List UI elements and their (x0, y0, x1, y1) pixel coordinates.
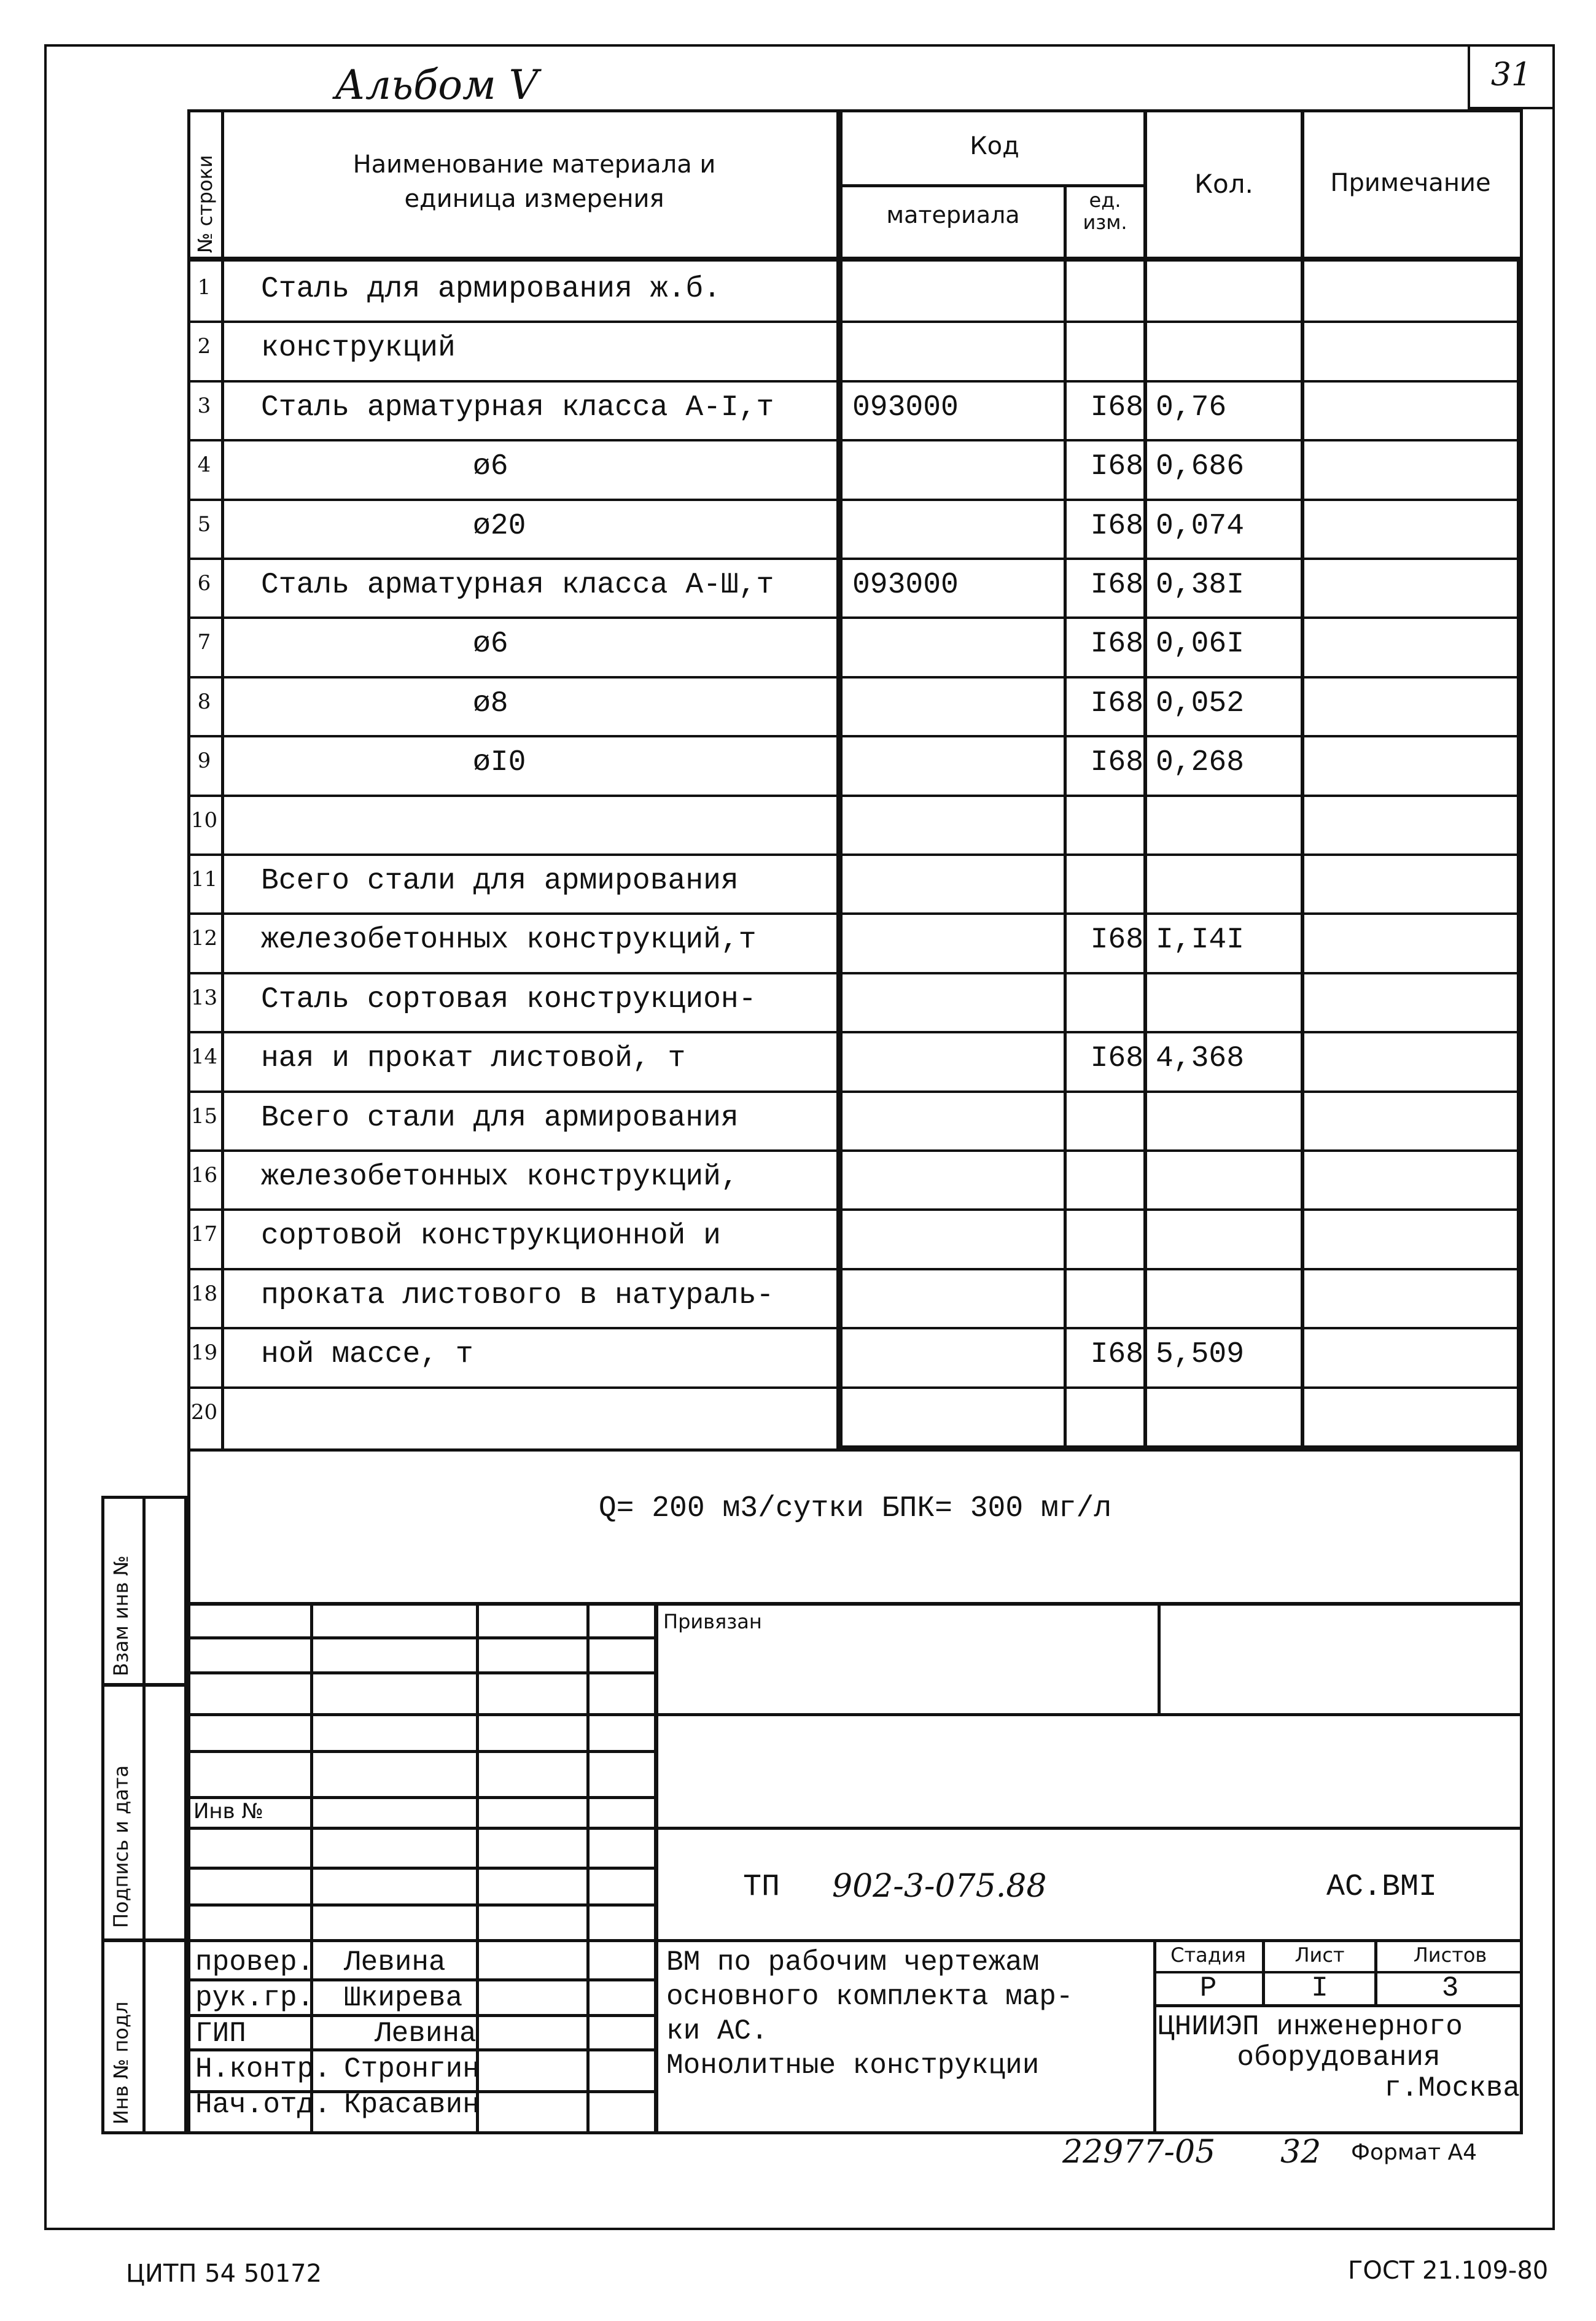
header-qty: Кол. (1194, 169, 1253, 199)
stamp-stage-label: Стадия (1170, 1943, 1246, 1967)
stamp-stage: Р (1199, 1972, 1217, 2004)
row-rule (187, 972, 1520, 974)
col-line-name (836, 109, 843, 1452)
side-label-inv: Инв № подл (109, 2001, 133, 2125)
row-number: 7 (197, 630, 211, 655)
header-code-material: материала (886, 201, 1020, 228)
formula-text: Q= 200 м3/сутки БПК= 300 мг/л (598, 1492, 1112, 1525)
row-material-name: ø8 (473, 687, 508, 720)
row-quantity: 0,686 (1156, 450, 1245, 483)
album-title: Альбом V (335, 61, 539, 109)
row-number: 18 (190, 1281, 218, 1306)
stamp-inv-no: Инв № (193, 1799, 263, 1824)
row-unit-code: I68 (1090, 391, 1143, 424)
row-number: 4 (197, 453, 211, 477)
row-rule (187, 676, 1520, 678)
stamp-privyazan: Привязан (663, 1610, 762, 1633)
row-number: 2 (197, 334, 211, 359)
col-line-rowno (221, 109, 224, 1452)
stamp-title-line: Монолитные конструкции (666, 2050, 1040, 2082)
header-note: Примечание (1330, 169, 1491, 197)
stamp-h2 (187, 1671, 657, 1674)
stamp-sheets: 3 (1441, 1972, 1459, 2004)
stamp-title (666, 1945, 1073, 2083)
col-line-unit (1143, 109, 1147, 1452)
row-number: 9 (197, 748, 211, 773)
row-material-name: Сталь арматурная класса А-Ш,т (261, 569, 774, 602)
row-material-name: проката листового в натураль- (261, 1279, 774, 1312)
row-number: 13 (190, 986, 218, 1010)
row-rule (187, 1268, 1520, 1270)
signer-role: Нач.отд. (195, 2089, 331, 2121)
row-material-name: Всего стали для армирования (261, 1102, 739, 1135)
row-number: 16 (190, 1163, 218, 1188)
row-unit-code: I68 (1090, 628, 1143, 661)
code-split-rule (836, 184, 1146, 187)
row-material-name: ная и прокат листовой, т (261, 1042, 686, 1075)
signer-name: Шкирева (344, 1982, 463, 2014)
row-rule (187, 1031, 1520, 1033)
row-number: 20 (190, 1400, 218, 1425)
stamp-sheet-code: АС.BMI (1326, 1870, 1438, 1905)
stamp-stage-h2 (1153, 2004, 1523, 2007)
row-rule (187, 499, 1520, 501)
row-material-code: 093000 (852, 569, 959, 602)
row-quantity: 0,074 (1156, 510, 1245, 543)
footer-left: ЦИТП 54 50172 (126, 2260, 322, 2288)
archive-page: 32 (1280, 2134, 1322, 2171)
stamp-privyazan-split (1158, 1603, 1161, 1713)
signer-role: рук.гр. (195, 1982, 314, 2014)
row-number: 17 (190, 1222, 218, 1246)
row-quantity: 0,38I (1156, 569, 1245, 602)
row-quantity: I,I4I (1156, 923, 1245, 957)
stamp-h4 (187, 1750, 657, 1753)
row-unit-code: I68 (1090, 510, 1143, 543)
row-number: 10 (190, 808, 218, 833)
row-rule (187, 616, 1520, 619)
row-number: 15 (190, 1104, 218, 1129)
row-quantity: 4,368 (1156, 1042, 1245, 1075)
row-quantity: 0,052 (1156, 687, 1245, 720)
signer-name: Красавин (344, 2089, 480, 2121)
signer-name: Левина (344, 1946, 446, 1978)
row-rule (187, 912, 1520, 915)
row-number: 5 (197, 512, 211, 537)
stamp-title-line: ки АС. (666, 2015, 768, 2047)
row-rule (187, 1327, 1520, 1329)
row-number: 1 (197, 275, 211, 300)
data-bottom-border (836, 1445, 1523, 1452)
row-material-name: Сталь арматурная класса А-I,т (261, 391, 774, 424)
row-material-name: Сталь сортовая конструкцион- (261, 983, 757, 1016)
row-material-name: ø6 (473, 450, 508, 483)
archive-number: 22977-05 (1062, 2134, 1216, 2171)
row-quantity: 0,06I (1156, 628, 1245, 661)
stamp-doc-prefix: ТП (743, 1870, 780, 1905)
stamp-h3 (187, 1713, 1523, 1716)
row-material-name: Сталь для армирования ж.б. (261, 273, 721, 306)
row-rule (187, 558, 1520, 560)
stamp-h11 (187, 2014, 657, 2017)
row-number: 6 (197, 571, 211, 596)
header-name: Наименование материала и единица измерения (352, 150, 716, 213)
row-number: 8 (197, 690, 211, 714)
row-rule (187, 853, 1520, 856)
footer-right: ГОСТ 21.109-80 (1348, 2257, 1549, 2285)
side-label-vzam: Взам инв № (109, 1555, 133, 1676)
signer-role: Н.контр. (195, 2053, 331, 2085)
stamp-sheet: I (1311, 1972, 1328, 2004)
col-line-mat (1064, 184, 1067, 1452)
stamp-sheet-label: Лист (1294, 1943, 1345, 1967)
col-line-qty (1301, 109, 1304, 1452)
row-number: 11 (190, 867, 218, 892)
row-rule (187, 380, 1520, 383)
row-number: 19 (190, 1340, 218, 1365)
stamp-title-split (1153, 1939, 1156, 2134)
stamp-org-line: ЦНИИЭП инженерного (1158, 2011, 1463, 2043)
row-rule (187, 1386, 1520, 1389)
row-rule (187, 1091, 1520, 1093)
side-label-podpis: Подпись и дата (109, 1765, 133, 1928)
row-unit-code: I68 (1090, 1042, 1143, 1075)
row-rule (187, 1149, 1520, 1152)
stamp-h6 (187, 1827, 1523, 1830)
stamp-org-line: оборудования (1237, 2042, 1441, 2074)
header-rule (187, 257, 1523, 262)
signer-role: ГИП (195, 2018, 246, 2050)
row-unit-code: I68 (1090, 450, 1143, 483)
row-material-name: железобетонных конструкций,т (261, 923, 757, 957)
stamp-organization (1158, 2012, 1520, 2104)
row-material-name: ø20 (473, 510, 526, 543)
stamp-h8 (187, 1903, 657, 1907)
row-number: 14 (190, 1044, 218, 1069)
row-rule (187, 795, 1520, 797)
stamp-h9 (187, 1939, 1523, 1942)
row-number: 12 (190, 926, 218, 951)
signer-name: Стронгин (344, 2053, 480, 2085)
row-unit-code: I68 (1090, 923, 1143, 957)
stamp-title-line: ВМ по рабочим чертежам (666, 1946, 1040, 1978)
header-row-no: № строки (193, 155, 217, 253)
row-material-name: железобетонных конструкций, (261, 1160, 739, 1194)
stamp-h7 (187, 1867, 657, 1870)
row-material-name: ø6 (473, 628, 508, 661)
row-unit-code: I68 (1090, 687, 1143, 720)
header-code: Код (970, 132, 1019, 160)
signer-role: провер. (195, 1946, 314, 1978)
row-unit-code: I68 (1090, 746, 1143, 779)
row-quantity: 0,76 (1156, 391, 1227, 424)
header-code-unit: ед. изм. (1083, 189, 1127, 234)
stamp-h1 (187, 1636, 657, 1639)
row-rule (187, 735, 1520, 737)
row-material-name: конструкций (261, 332, 456, 365)
formula-area (187, 1452, 1523, 1605)
row-unit-code: I68 (1090, 1338, 1143, 1371)
row-material-name: øI0 (473, 746, 526, 779)
row-material-name: Всего стали для армирования (261, 865, 739, 898)
side-split-1 (142, 1496, 146, 2134)
row-material-code: 093000 (852, 391, 959, 424)
row-unit-code: I68 (1090, 569, 1143, 602)
row-rule (187, 1208, 1520, 1211)
row-rule (187, 321, 1520, 323)
row-rule (187, 439, 1520, 441)
stamp-doc-code: 902-3-075.88 (832, 1868, 1047, 1905)
stamp-org-line: г.Москва (1384, 2072, 1520, 2104)
row-material-name: ной массе, т (261, 1338, 473, 1371)
row-quantity: 0,268 (1156, 746, 1245, 779)
stamp-h10 (187, 1978, 657, 1981)
row-material-name: сортовой конструкционной и (261, 1219, 721, 1253)
stamp-title-line: основного комплекта мар- (666, 1981, 1073, 2013)
signer-name: Левина (375, 2018, 477, 2050)
stamp-sheets-label: Листов (1413, 1943, 1487, 1967)
row-quantity: 5,509 (1156, 1338, 1245, 1371)
format-label: Формат А4 (1351, 2140, 1477, 2165)
row-number: 3 (197, 394, 211, 418)
page-number: 31 (1490, 56, 1532, 93)
